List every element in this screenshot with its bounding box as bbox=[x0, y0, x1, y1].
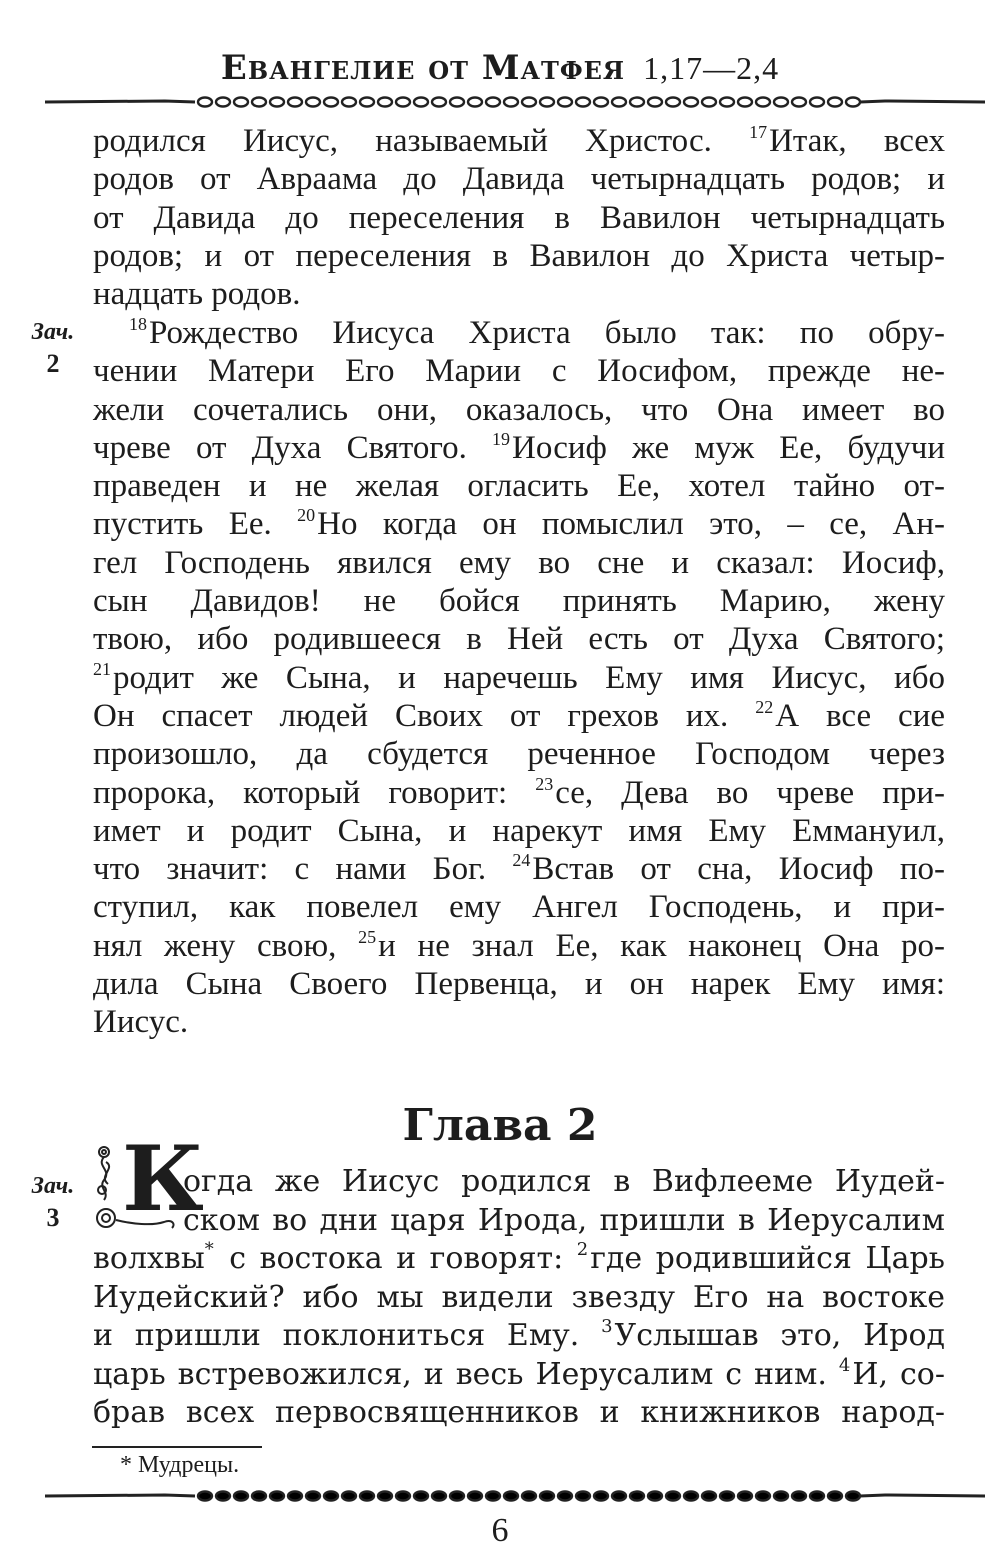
zachalo-2-paragraph bbox=[93, 314, 945, 1042]
zachalo-label: Зач. bbox=[31, 319, 75, 345]
text-line: что значит: с нами Бог. $^{24}$Встав от сна, Иосиф по- bbox=[93, 850, 945, 888]
verse-number: 22 bbox=[755, 696, 774, 717]
chapter-title: Глава 2 bbox=[402, 1100, 598, 1151]
verse-number: 21 bbox=[93, 658, 111, 679]
text-line: нял жену свою, $^{25}$и не знал Ее, как наконец Она ро- bbox=[93, 926, 945, 964]
text-line: пророка, который говорит: $^{23}$се, Дева во чреве при- bbox=[93, 773, 946, 811]
text-line: чреве от Духа Святого. $^{19}$Иосиф же муж Ее, будучи bbox=[93, 428, 945, 466]
chapter1-ending-paragraph bbox=[93, 122, 945, 313]
verse-number: 19 bbox=[492, 428, 511, 449]
text-line: чении Матери Его Марии с Иосифом, прежде не- bbox=[93, 353, 945, 390]
page-number: 6 bbox=[491, 1512, 509, 1549]
zachalo-marker-3 bbox=[22, 1172, 84, 1232]
text-line: жели сочетались они, оказалось, что Она имеет во bbox=[93, 391, 945, 428]
text-line: произошло, да сбудется реченное Господом через bbox=[93, 736, 945, 773]
verse-number: 2 bbox=[576, 1239, 589, 1260]
verse-number: 17 bbox=[749, 122, 768, 142]
footnote-divider bbox=[92, 1446, 262, 1448]
ornamental-rule-top bbox=[45, 94, 985, 110]
ornamental-rule-bottom bbox=[45, 1488, 985, 1504]
text-line: дила Сына Своего Первенца, и он нарек Ему имя: bbox=[93, 966, 945, 1003]
text-line: сын Давидов! не бойся принять Марию, жену bbox=[93, 583, 945, 620]
text-line: родов; и от переселения в Вавилон до Христа четыр- bbox=[93, 237, 945, 274]
footnote: * Мудрецы. bbox=[120, 1452, 240, 1478]
text-line: волхвы* с востока и говорят: $^2$где родившийся Царь bbox=[93, 1239, 945, 1276]
text-line: и пришли поклониться Ему. $^3$Услышав это, Ирод bbox=[93, 1316, 945, 1353]
chapter2-paragraph bbox=[93, 1163, 945, 1433]
text-line: $^{18}$Рождество Иисуса Христа было так: по обру- bbox=[129, 314, 945, 351]
text-line: Иудейский? ибо мы видели звезду Его на востоке bbox=[93, 1279, 945, 1315]
zachalo-number: 2 bbox=[46, 349, 60, 378]
running-head bbox=[0, 48, 1000, 88]
verse-number: 20 bbox=[297, 505, 316, 526]
verse-number: 25 bbox=[358, 926, 377, 947]
verse-number: 24 bbox=[512, 850, 531, 871]
text-line: пустить Ее. $^{20}$Но когда он помыслил это, – се, Ан- bbox=[93, 505, 945, 543]
text-line: надцать родов. bbox=[93, 276, 301, 313]
verse-number: 3 bbox=[601, 1316, 613, 1337]
text-line: Он спасет людей Своих от грехов их. $^{22}$А все сие bbox=[93, 696, 945, 734]
chapter-verse-range: 1,17—2,4 bbox=[643, 50, 780, 86]
book-title: Евангелие от Матфея bbox=[220, 48, 626, 88]
verse-number: 23 bbox=[535, 773, 554, 794]
zachalo-label: Зач. bbox=[31, 1173, 75, 1199]
text-line: Иисус. bbox=[93, 1004, 189, 1041]
verse-number: 4 bbox=[838, 1354, 851, 1376]
text-line: $^{21}$родит же Сына, и наречешь Ему имя Иисус, ибо bbox=[93, 658, 945, 696]
text-line: праведен и не желая огласить Ее, хотел тайно от- bbox=[93, 468, 945, 505]
text-line: ступил, как повелел ему Ангел Господень, и при- bbox=[93, 889, 945, 926]
text-line: брав всех первосвященников и книжников народ- bbox=[93, 1395, 945, 1430]
text-line: твою, ибо родившееся в Ней есть от Духа Святого; bbox=[93, 621, 945, 658]
text-line: царь встревожился, и весь Иерусалим с ним. $^4$И, со- bbox=[93, 1354, 945, 1392]
drop-cap-letter: К bbox=[122, 1126, 204, 1232]
text-line: ском во дни царя Ирода, пришли в Иерусалим bbox=[183, 1202, 945, 1238]
footnote-mark: * bbox=[204, 1239, 214, 1260]
text-line: родов от Авраама до Давида четырнадцать родов; и bbox=[93, 161, 945, 198]
text-line: от Давида до переселения в Вавилон четырнадцать bbox=[93, 199, 945, 236]
text-line: огда же Иисус родился в Вифлееме Иудей- bbox=[183, 1164, 945, 1199]
zachalo-number: 3 bbox=[46, 1203, 60, 1232]
verse-number: 18 bbox=[129, 314, 147, 334]
text-line: родился Иисус, называемый Христос. $^{17}$Итак, всех bbox=[93, 122, 945, 159]
zachalo-marker-2 bbox=[22, 318, 84, 378]
text-line: имет и родит Сына, и нарекут имя Ему Еммануил, bbox=[93, 812, 945, 849]
text-line: гел Господень явился ему во сне и сказал: Иосиф, bbox=[93, 544, 945, 581]
